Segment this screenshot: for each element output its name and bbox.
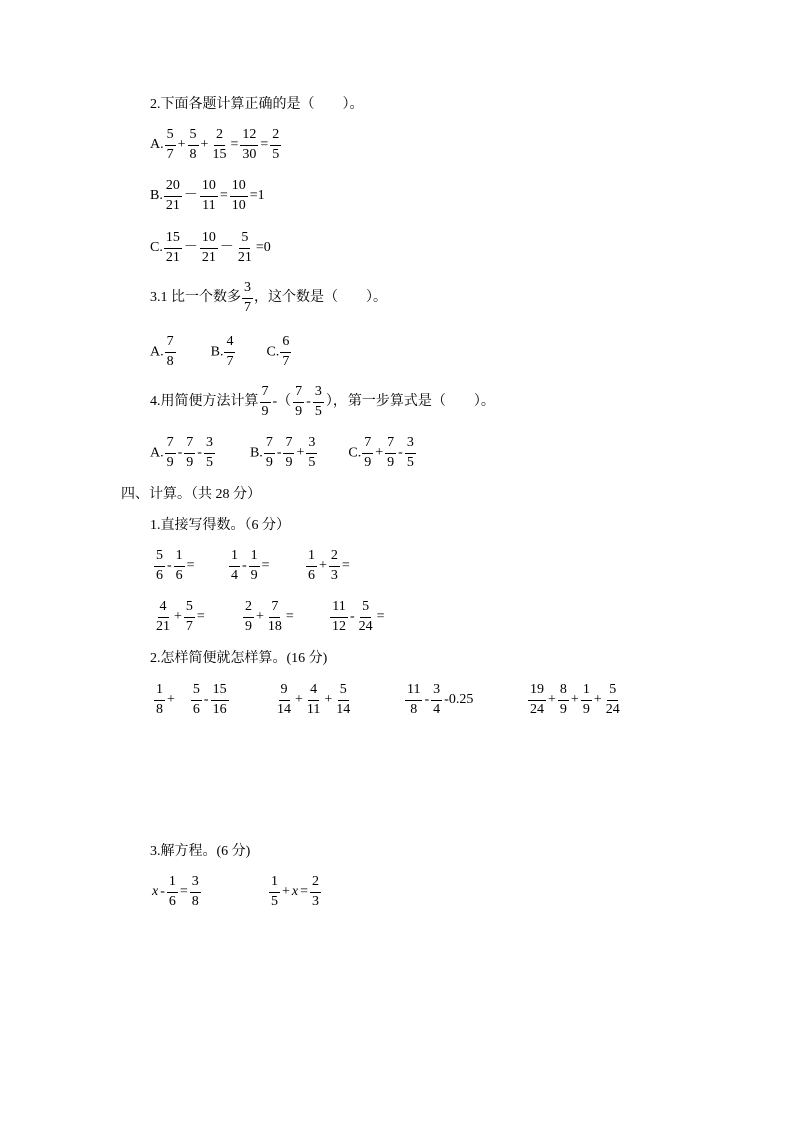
numerator: 1 <box>306 549 317 567</box>
numerator: 7 <box>260 385 271 403</box>
operator: + <box>200 137 209 153</box>
denominator: 8 <box>156 701 163 717</box>
denominator: 10 <box>231 197 246 213</box>
numerator: 2 <box>329 549 340 567</box>
q4-option-b: B. $\frac{7}{9}$ - $\frac{7}{9}$ + $\frac{3}{5}$ <box>249 435 316 470</box>
operator: = <box>196 609 205 625</box>
denominator: 14 <box>336 701 351 717</box>
q2-option-b: B. $\frac{20}{21}$ － $\frac{10}{11}$ = $\frac{10}{10}$ =1 <box>150 178 265 213</box>
fraction <box>164 231 182 265</box>
fraction <box>154 683 165 717</box>
denominator: 7 <box>282 353 290 369</box>
fraction <box>305 683 322 717</box>
fraction <box>188 128 199 162</box>
fraction <box>313 385 324 419</box>
operator: - <box>306 394 311 410</box>
denominator: 9 <box>582 701 590 717</box>
operator: - <box>197 445 202 461</box>
denominator: 9 <box>261 403 269 419</box>
fraction <box>200 231 218 265</box>
operator: = <box>230 137 239 153</box>
fraction <box>330 600 348 634</box>
numerator: 6 <box>280 335 291 353</box>
denominator: 21 <box>237 249 252 265</box>
denominator: 18 <box>267 618 282 634</box>
denominator: 6 <box>175 567 183 583</box>
numerator: 5 <box>607 683 618 701</box>
variable: x <box>152 884 159 900</box>
denominator: 6 <box>308 567 315 583</box>
variable: x <box>291 884 299 900</box>
q3-option-c: C. $\frac{6}{7}$ <box>266 334 290 369</box>
denominator: 5 <box>271 893 278 909</box>
operator: = <box>186 558 195 574</box>
numerator: 5 <box>239 231 250 249</box>
denominator: 11 <box>202 197 216 213</box>
fraction <box>190 875 201 909</box>
fraction <box>280 335 291 369</box>
operator: -0.25 <box>444 692 474 708</box>
denominator: 9 <box>245 618 252 634</box>
fraction <box>224 335 235 369</box>
numerator: 3 <box>190 875 201 893</box>
denominator: 8 <box>166 353 174 369</box>
numerator: 1 <box>154 683 165 701</box>
denominator: 6 <box>156 567 163 583</box>
numerator: 5 <box>360 600 371 618</box>
numerator: 7 <box>283 436 294 454</box>
section4-p3-title: 3.解方程。(6 分) <box>150 844 251 859</box>
numerator: 3 <box>204 436 215 454</box>
denominator: 6 <box>168 893 176 909</box>
numerator: 7 <box>264 436 275 454</box>
numerator: 1 <box>229 549 240 567</box>
fraction <box>269 875 280 909</box>
operator: - <box>398 445 403 461</box>
numerator: 1 <box>269 875 280 893</box>
fraction <box>329 549 340 583</box>
numerator: 7 <box>269 600 280 618</box>
denominator: 9 <box>186 454 194 470</box>
denominator: 21 <box>156 618 170 634</box>
numerator: 10 <box>200 179 218 197</box>
denominator: 5 <box>272 146 280 162</box>
numerator: 5 <box>191 683 202 701</box>
p2-item-4 <box>527 683 623 717</box>
operator: = <box>341 558 350 574</box>
fraction <box>264 436 275 470</box>
numerator: 10 <box>230 179 248 197</box>
operator: = <box>261 558 270 574</box>
fraction <box>431 683 442 717</box>
fraction <box>242 281 253 315</box>
fraction <box>174 549 185 583</box>
denominator: 6 <box>192 701 200 717</box>
operator: + <box>167 692 189 708</box>
denominator: 9 <box>364 454 372 470</box>
fraction <box>165 128 176 162</box>
fraction <box>581 683 592 717</box>
denominator: 24 <box>605 701 620 717</box>
operator: + <box>570 692 579 708</box>
fraction <box>167 875 178 909</box>
fraction <box>270 128 281 162</box>
fraction <box>385 436 396 470</box>
denominator: 24 <box>358 618 373 634</box>
fraction <box>604 683 622 717</box>
operator: + <box>256 609 264 625</box>
fraction <box>405 436 416 470</box>
p2-item-3 <box>404 683 474 717</box>
numerator: 1 <box>249 549 260 567</box>
operator: + <box>324 692 333 708</box>
numerator: 15 <box>211 683 229 701</box>
operator: - <box>350 609 355 625</box>
denominator: 4 <box>231 567 238 583</box>
fraction <box>260 385 271 419</box>
operator: - <box>160 884 165 900</box>
denominator: 7 <box>244 299 251 315</box>
fraction <box>184 600 195 634</box>
p2-item-2 <box>274 683 353 717</box>
numerator: 2 <box>270 128 281 146</box>
fraction <box>164 179 182 213</box>
denominator: 3 <box>330 567 338 583</box>
numerator: 10 <box>200 231 218 249</box>
operator: + <box>375 445 384 461</box>
denominator: 9 <box>295 403 303 419</box>
fraction <box>357 600 375 634</box>
numerator: 20 <box>164 179 182 197</box>
operator: - <box>203 692 209 708</box>
fraction <box>405 683 422 717</box>
fraction <box>211 683 229 717</box>
operator: － <box>183 188 198 204</box>
q3-stem: 3.1 比一个数多 $\frac{3}{7}$ ，这个数是（ ）。 <box>150 280 387 315</box>
numerator: 4 <box>224 335 235 353</box>
q4-option-c: C. $\frac{7}{9}$ + $\frac{7}{9}$ - $\frac{3}{5}$ <box>348 435 414 470</box>
numerator: 7 <box>385 436 396 454</box>
numerator: 3 <box>431 683 442 701</box>
numerator: 3 <box>405 436 416 454</box>
fraction <box>236 231 254 265</box>
fraction <box>191 683 202 717</box>
operator: + <box>593 692 602 708</box>
denominator: 3 <box>312 893 320 909</box>
numerator: 5 <box>184 600 195 618</box>
denominator: 9 <box>265 454 273 470</box>
p1-row1-item-1 <box>153 549 196 583</box>
operator: - <box>424 692 430 708</box>
numerator: 4 <box>158 600 169 618</box>
numerator: 7 <box>165 436 176 454</box>
fraction <box>275 683 293 717</box>
p1-row2-item-2 <box>242 600 295 634</box>
denominator: 5 <box>406 454 414 470</box>
operator: - <box>242 558 247 574</box>
denominator: 9 <box>559 701 567 717</box>
operator: － <box>219 240 234 256</box>
fraction <box>293 385 304 419</box>
fraction <box>154 600 172 634</box>
operator: + <box>295 692 303 708</box>
numerator: 3 <box>306 436 317 454</box>
q4-option-a: A. $\frac{7}{9}$ - $\frac{7}{9}$ - $\frac{3}{5}$ <box>150 435 213 470</box>
numerator: 3 <box>242 281 253 299</box>
operator: － <box>183 240 198 256</box>
operator: =1 <box>249 188 265 204</box>
q2-option-a: A. $\frac{5}{7}$ + $\frac{5}{8}$ + $\frac{2}{15}$ = $\frac{12}{30}$ = $\frac{2}{5}$ <box>150 127 280 162</box>
p3-equation-1 <box>151 875 202 909</box>
q3-options <box>150 335 292 369</box>
denominator: 21 <box>165 197 180 213</box>
denominator: 30 <box>242 146 257 162</box>
numerator: 11 <box>405 683 422 701</box>
fraction <box>184 436 195 470</box>
operator: = <box>300 884 309 900</box>
p1-row1-item-3 <box>305 549 351 583</box>
q3-option-a: A. $\frac{7}{8}$ <box>150 334 174 369</box>
operator: + <box>296 445 305 461</box>
denominator: 4 <box>433 701 441 717</box>
numerator: 1 <box>167 875 178 893</box>
operator: + <box>177 137 186 153</box>
denominator: 7 <box>185 618 193 634</box>
operator: + <box>174 609 182 625</box>
section4-p1-title: 1.直接写得数。（6 分） <box>150 518 290 533</box>
fraction <box>240 128 258 162</box>
q2-stem: 2.下面各题计算正确的是（ ）。 <box>150 97 364 112</box>
operator: + <box>548 692 556 708</box>
numerator: 7 <box>165 335 176 353</box>
numerator: 2 <box>243 600 254 618</box>
q4-stem: 4.用简便方法计算 $\frac{7}{9}$ -（ $\frac{7}{9}$ - $\frac{3}{5}$ ）， 第一步算式是（ ）。 <box>150 384 495 419</box>
numerator: 9 <box>279 683 290 701</box>
denominator: 9 <box>285 454 293 470</box>
p2-item-1 <box>153 683 230 717</box>
fraction <box>306 436 317 470</box>
fraction <box>266 600 284 634</box>
denominator: 11 <box>306 701 321 717</box>
fraction <box>362 436 373 470</box>
fraction <box>306 549 317 583</box>
numerator: 2 <box>214 128 225 146</box>
section4-heading: 四、计算。（共 28 分） <box>121 487 261 502</box>
denominator: 9 <box>387 454 395 470</box>
operator: ）， <box>325 394 347 410</box>
fraction <box>528 683 546 717</box>
operator: =0 <box>255 240 271 256</box>
numerator: 8 <box>558 683 569 701</box>
operator: - <box>276 445 282 461</box>
denominator: 21 <box>165 249 180 265</box>
denominator: 12 <box>332 618 346 634</box>
section4-p2-title: 2.怎样简便就怎样算。(16 分) <box>150 651 328 666</box>
numerator: 15 <box>164 231 182 249</box>
fraction <box>243 600 254 634</box>
operator: = <box>260 137 269 153</box>
fraction <box>230 179 248 213</box>
operator: = <box>219 188 228 204</box>
operator: = <box>179 884 188 900</box>
p3-equation-2 <box>268 875 322 909</box>
q3-option-b: B. $\frac{4}{7}$ <box>210 334 234 369</box>
numerator: 1 <box>174 549 185 567</box>
numerator: 5 <box>154 549 165 567</box>
fraction <box>154 549 165 583</box>
denominator: 8 <box>191 893 199 909</box>
denominator: 5 <box>205 454 213 470</box>
fraction <box>310 875 321 909</box>
operator: = <box>376 609 385 625</box>
numerator: 11 <box>330 600 347 618</box>
numerator: 7 <box>184 436 195 454</box>
denominator: 14 <box>277 701 291 717</box>
denominator: 15 <box>212 146 227 162</box>
numerator: 4 <box>308 683 319 701</box>
fraction <box>165 436 176 470</box>
operator: = <box>285 609 294 625</box>
p1-row1-item-2 <box>228 549 271 583</box>
p1-row2-item-1 <box>153 600 206 634</box>
numerator: 5 <box>165 128 176 146</box>
numerator: 7 <box>362 436 373 454</box>
numerator: 7 <box>293 385 304 403</box>
numerator: 19 <box>528 683 546 701</box>
operator: + <box>319 558 327 574</box>
denominator: 21 <box>201 249 216 265</box>
denominator: 9 <box>166 454 174 470</box>
denominator: 7 <box>166 146 174 162</box>
denominator: 8 <box>410 701 418 717</box>
q4-options <box>150 436 417 470</box>
fraction <box>249 549 260 583</box>
denominator: 5 <box>314 403 322 419</box>
numerator: 2 <box>310 875 321 893</box>
fraction <box>204 436 215 470</box>
denominator: 7 <box>226 353 234 369</box>
fraction <box>558 683 569 717</box>
denominator: 24 <box>530 701 544 717</box>
fraction <box>283 436 294 470</box>
numerator: 5 <box>188 128 199 146</box>
operator: + <box>282 884 290 900</box>
numerator: 12 <box>240 128 258 146</box>
p1-row2-item-3 <box>329 600 386 634</box>
numerator: 1 <box>581 683 592 701</box>
fraction <box>165 335 176 369</box>
denominator: 5 <box>308 454 316 470</box>
numerator: 3 <box>313 385 324 403</box>
operator: - <box>177 445 183 461</box>
denominator: 8 <box>189 146 197 162</box>
fraction <box>210 128 228 162</box>
operator: - <box>167 558 172 574</box>
fraction <box>334 683 352 717</box>
q2-option-c: C. $\frac{15}{21}$ － $\frac{10}{21}$ － $\frac{5}{21}$ =0 <box>150 230 271 265</box>
numerator: 5 <box>338 683 349 701</box>
fraction <box>229 549 240 583</box>
operator: -（ <box>272 394 292 410</box>
denominator: 9 <box>250 567 258 583</box>
fraction <box>200 179 218 213</box>
denominator: 16 <box>212 701 227 717</box>
